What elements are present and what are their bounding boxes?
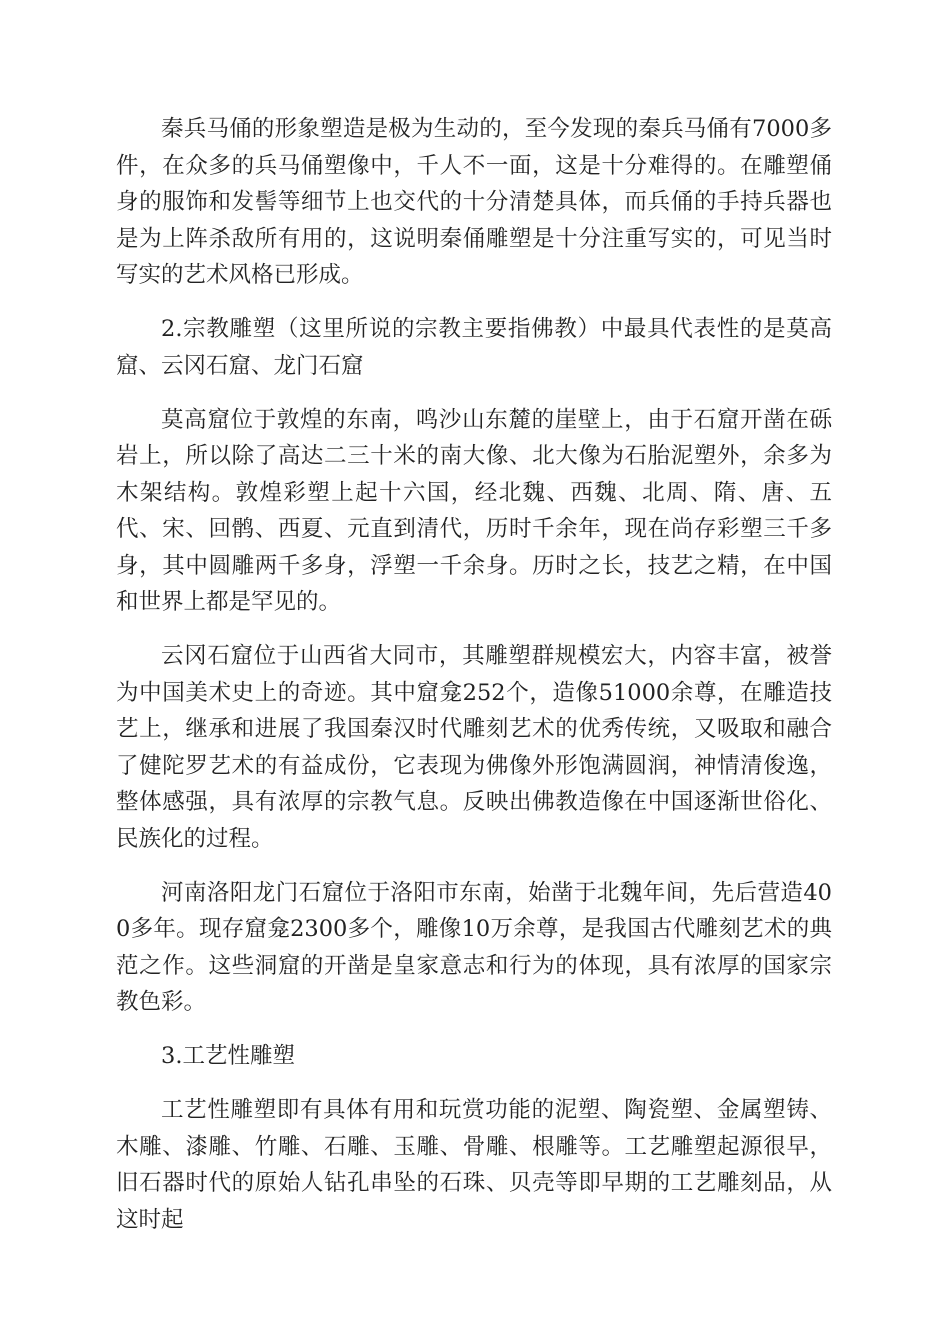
document-page <box>116 111 832 1256</box>
paragraph-mogao-caves: 莫高窟位于敦煌的东南，鸣沙山东麓的崖壁上，由于石窟开凿在砾岩上，所以除了高达二三十米的南大像、北大像为石胎泥塑外，余多为木架结构。敦煌彩塑上起十六国，经北魏、西魏、北周、隋、唐、五代、宋、回鹘、西夏、元直到清代，历时千余年，现在尚存彩塑三千多身，其中圆雕两千多身，浮塑一千余身。历时之长，技艺之精，在中国和世界上都是罕见的。 <box>116 406 832 615</box>
paragraph-longmen-grottoes: 河南洛阳龙门石窟位于洛阳市东南，始凿于北魏年间，先后营造400多年。现存窟龛2300多个，雕像10万余尊，是我国古代雕刻艺术的典范之作。这些洞窟的开凿是皇家意志和行为的体现，具有浓厚的国家宗教色彩。 <box>116 879 832 1015</box>
paragraph-craft-sculpture: 工艺性雕塑即有具体有用和玩赏功能的泥塑、陶瓷塑、金属塑铸、木雕、漆雕、竹雕、石雕、玉雕、骨雕、根雕等。工艺雕塑起源很早，旧石器时代的原始人钻孔串坠的石珠、贝壳等即早期的工艺雕刻品，从这时起 <box>116 1097 832 1233</box>
heading-religious-sculpture: 2.宗教雕塑（这里所说的宗教主要指佛教）中最具代表性的是莫高窟、云冈石窟、龙门石窟 <box>116 316 832 379</box>
paragraph-yungang-grottoes: 云冈石窟位于山西省大同市，其雕塑群规模宏大，内容丰富，被誉为中国美术史上的奇迹。其中窟龛252个，造像51000余尊，在雕造技艺上，继承和进展了我国秦汉时代雕刻艺术的优秀传统，又吸取和融合了健陀罗艺术的有益成份，它表现为佛像外形饱满圆润，神情清俊逸，整体感强，具有浓厚的宗教气息。反映出佛教造像在中国逐渐世俗化、民族化的过程。 <box>116 643 832 852</box>
heading-craft-sculpture: 3.工艺性雕塑 <box>161 1043 295 1069</box>
paragraph-qin-terracotta: 秦兵马俑的形象塑造是极为生动的，至今发现的秦兵马俑有7000多件，在众多的兵马俑塑像中，千人不一面，这是十分难得的。在雕塑俑身的服饰和发髻等细节上也交代的十分清楚具体，而兵俑的手持兵器也是为上阵杀敌所有用的，这说明秦俑雕塑是十分注重写实的，可见当时写实的艺术风格已形成。 <box>116 116 832 288</box>
